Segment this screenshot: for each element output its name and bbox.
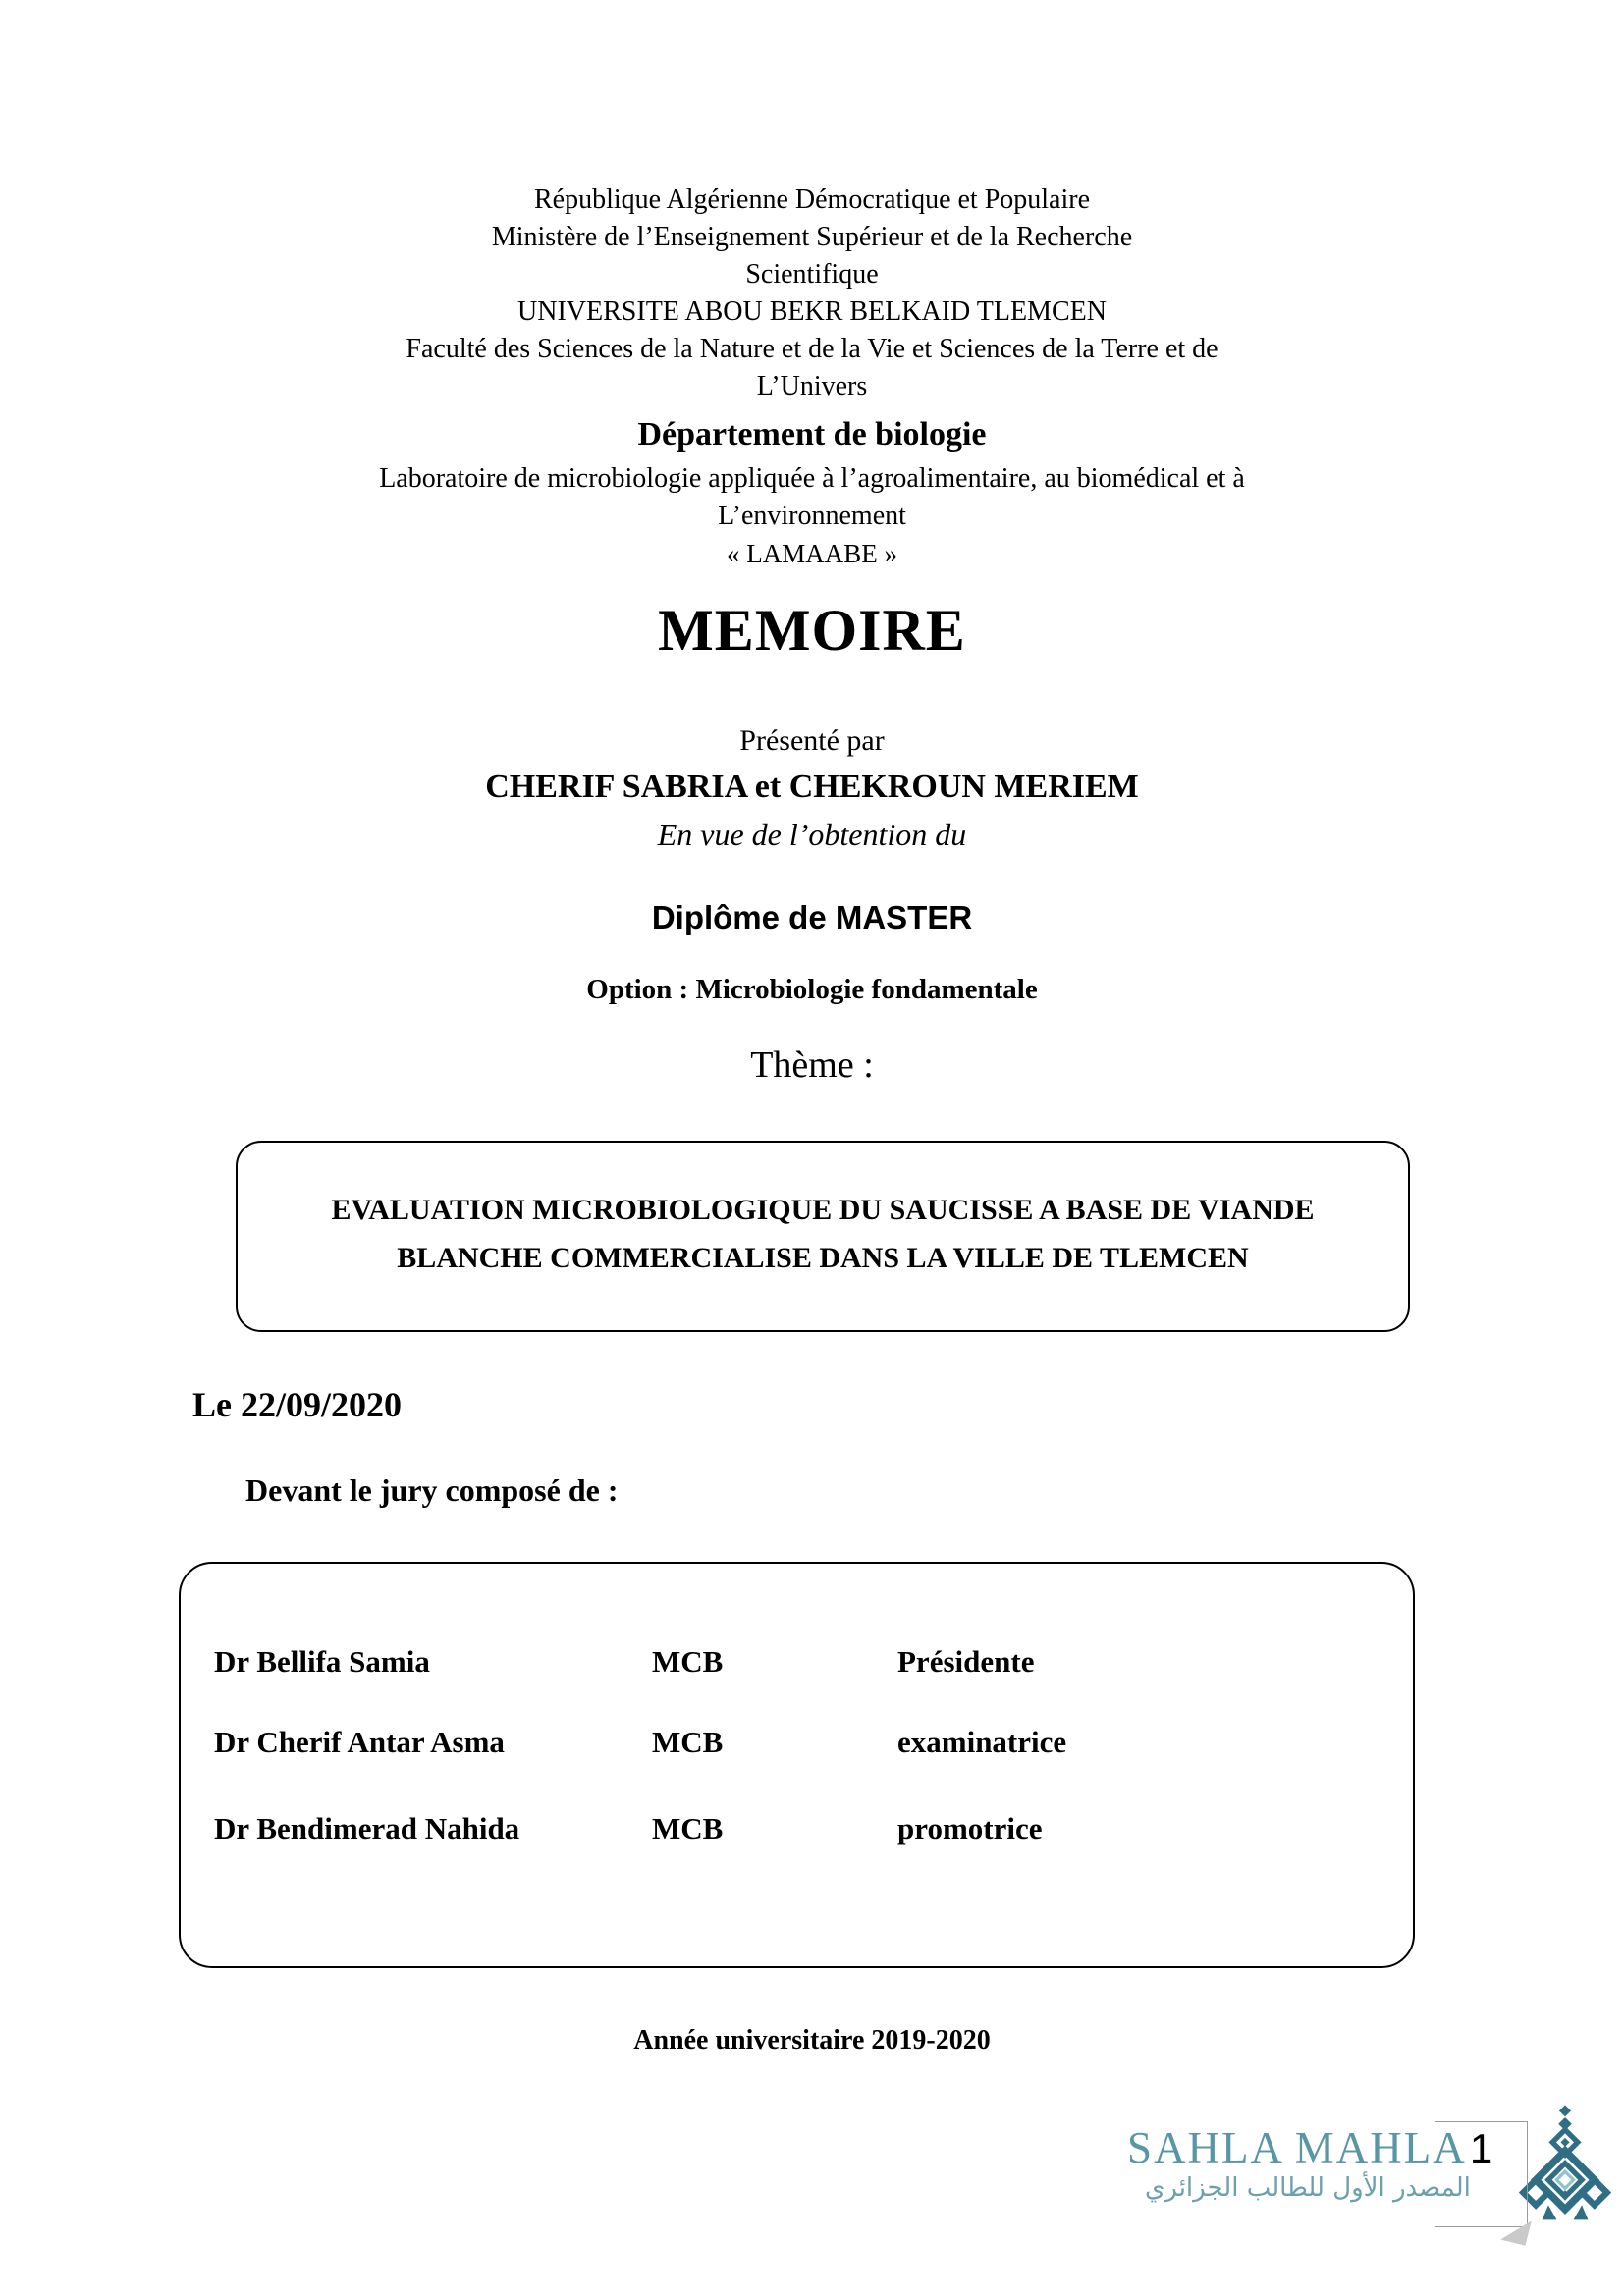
table-row — [181, 1644, 1413, 1680]
jury-member-grade: MCB — [652, 1811, 724, 1845]
theme-label: Thème : — [750, 1044, 874, 1086]
laboratory-acronym: « LAMAABE » — [727, 539, 897, 568]
jury-box — [179, 1562, 1415, 1968]
jury-member-name: Dr Bellifa Samia — [214, 1644, 430, 1679]
presented-by-label: Présenté par — [739, 724, 885, 757]
laboratory-line-1: Laboratoire de microbiologie appliquée à l’agroalimentaire, au biomédical et à — [379, 463, 1245, 494]
defense-date: Le 22/09/2020 — [192, 1385, 402, 1424]
berber-ornament-icon — [1512, 2105, 1618, 2230]
header-line-republic: République Algérienne Démocratique et Populaire — [533, 185, 1091, 215]
header-line-faculty-cont: L’Univers — [756, 371, 868, 401]
department-title: Département de biologie — [637, 416, 987, 453]
watermark-brand: SAHLA MAHLA — [1127, 2123, 1467, 2172]
purpose-line: En vue de l’obtention du — [657, 817, 967, 852]
authors-names: CHERIF SABRIA et CHEKROUN MERIEM — [485, 769, 1139, 805]
academic-year: Année universitaire 2019-2020 — [633, 2025, 991, 2056]
institution-header — [272, 182, 1352, 572]
jury-member-name: Dr Bendimerad Nahida — [214, 1811, 520, 1845]
jury-member-role: examinatrice — [897, 1725, 1067, 1759]
table-row — [181, 1811, 1413, 1846]
watermark — [1127, 2122, 1618, 2250]
header-line-ministry: Ministère de l’Enseignement Supérieur et de la Recherche — [491, 222, 1133, 252]
thesis-title: EVALUATION MICROBIOLOGIQUE DU SAUCISSE A BASE DE VIANDE BLANCHE COMMERCIALISE DANS LA VILLE DE TLEMCEN — [331, 1193, 1315, 1274]
degree-title: Diplôme de MASTER — [651, 899, 973, 935]
jury-member-grade: MCB — [652, 1644, 724, 1679]
document-type-heading: MEMOIRE — [658, 598, 966, 663]
watermark-tagline-arabic: المصدر الأول للطالب الجزائري — [1145, 2173, 1471, 2203]
jury-member-role: Présidente — [897, 1644, 1035, 1679]
page-sheet-icon — [1435, 2121, 1528, 2227]
page-number: 1 — [1469, 2125, 1493, 2171]
header-line-university: UNIVERSITE ABOU BEKR BELKAID TLEMCEN — [517, 296, 1107, 327]
header-line-faculty: Faculté des Sciences de la Nature et de la Vie et Sciences de la Terre et de — [406, 334, 1218, 364]
jury-member-role: promotrice — [897, 1811, 1043, 1845]
header-line-ministry-cont: Scientifique — [745, 259, 879, 290]
table-row — [181, 1725, 1413, 1760]
jury-member-name: Dr Cherif Antar Asma — [214, 1725, 505, 1759]
option-line: Option : Microbiologie fondamentale — [586, 974, 1038, 1005]
jury-label: Devant le jury composé de : — [245, 1472, 619, 1508]
thesis-title-box — [236, 1141, 1410, 1332]
jury-member-grade: MCB — [652, 1725, 724, 1759]
laboratory-line-2: L’environnement — [718, 501, 906, 531]
